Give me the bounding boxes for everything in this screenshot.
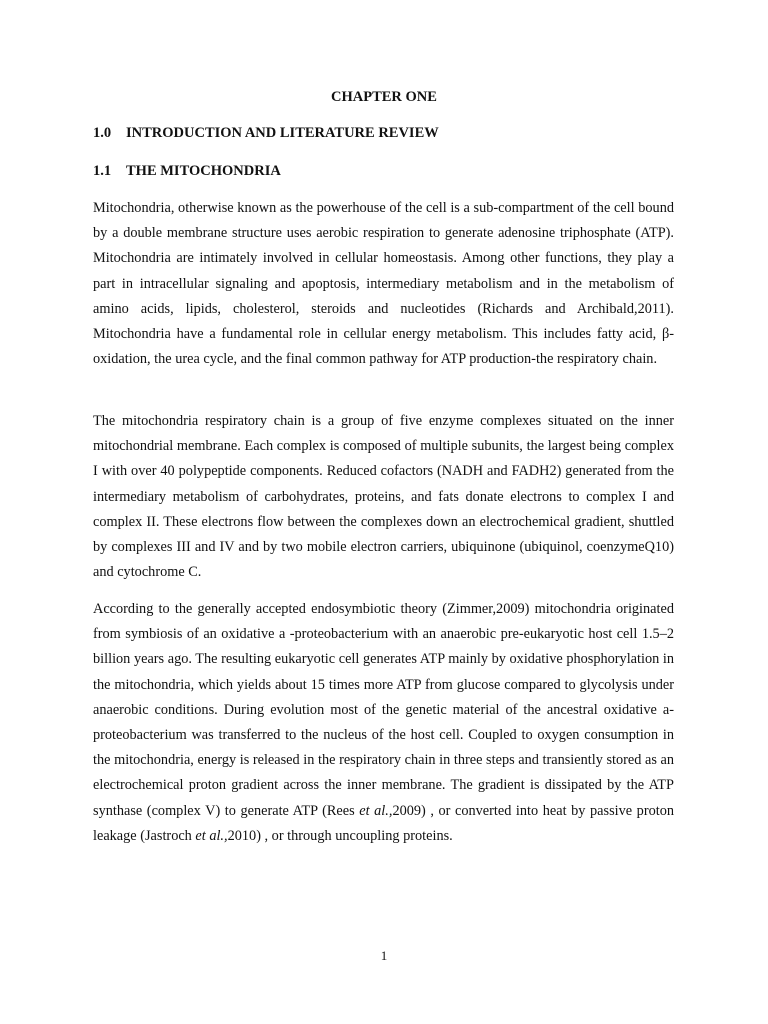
citation-et-al: et al., — [195, 827, 228, 844]
section-number: 1.0 — [93, 125, 112, 141]
paragraph-mitochondria-overview: Mitochondria, otherwise known as the powerhouse of the cell is a sub-compartment of the cell bound by a double membrane structure uses aerobic respiration to generate adenosine triphosphate (ATP). Mitochondria are intimately involved in cellular homeostasis. Among other functions, they play a part in intracellular signaling and apoptosis, intermediary metabolism and in the metabolism of amino acids, lipids, cholesterol, steroids and nucleotides (Richards and Archibald,2011). Mitochondria have a fundamental role in cellular energy metabolism. This includes fatty acid, β-oxidation, the urea cycle, and the final common pathway for ATP production-the respiratory chain. — [93, 200, 674, 368]
chapter-title: CHAPTER ONE — [331, 89, 437, 105]
page-number: 1 — [380, 948, 388, 963]
section-title: THE MITOCHONDRIA — [126, 163, 281, 179]
section-title: INTRODUCTION AND LITERATURE REVIEW — [126, 125, 439, 141]
paragraph-text: According to the generally accepted endosymbiotic theory (Zimmer,2009) mitochondria originated from symbiosis of an oxidative a -proteobacterium with an anaerobic pre-eukaryotic host cell 1.5–2 billion years ago. The resulting eukaryotic cell generates ATP mainly by oxidative phosphorylation in the mitochondria, which yields about 15 times more ATP from glucose compared to glycolysis under anaerobic conditions. During evolution most of the genetic material of the ancestral oxidative a-proteobacterium was transferred to the nucleus of the host cell. Coupled to oxygen consumption in the mitochondria, energy is released in the respiratory chain in three steps and transiently stored as an electrochemical proton gradient across the inner membrane. The gradient is dissipated by the ATP synthase (complex V) to generate ATP (Rees — [93, 601, 674, 819]
section-number: 1.1 — [93, 163, 112, 179]
paragraph-text: 2010) , or through uncoupling proteins. — [227, 827, 453, 844]
section-heading-mitochondria — [93, 162, 281, 180]
citation-et-al: et al., — [359, 802, 393, 819]
paragraph-text: 2009) , or converted into heat by passive proton leakage (Jastroch — [93, 802, 674, 844]
paragraph-endosymbiotic-theory — [93, 597, 674, 849]
section-heading-introduction — [93, 124, 439, 142]
paragraph-respiratory-chain: The mitochondria respiratory chain is a group of five enzyme complexes situated on the inner mitochondrial membrane. Each complex is composed of multiple subunits, the largest being complex I with over 40 polypeptide components. Reduced cofactors (NADH and FADH2) generated from the intermediary metabolism of carbohydrates, proteins, and fats donate electrons to complex I and complex II. These electrons flow between the complexes down an electrochemical gradient, shuttled by complexes III and IV and by two mobile electron carriers, ubiquinone (ubiquinol, coenzymeQ10) and cytochrome C. — [93, 413, 674, 581]
